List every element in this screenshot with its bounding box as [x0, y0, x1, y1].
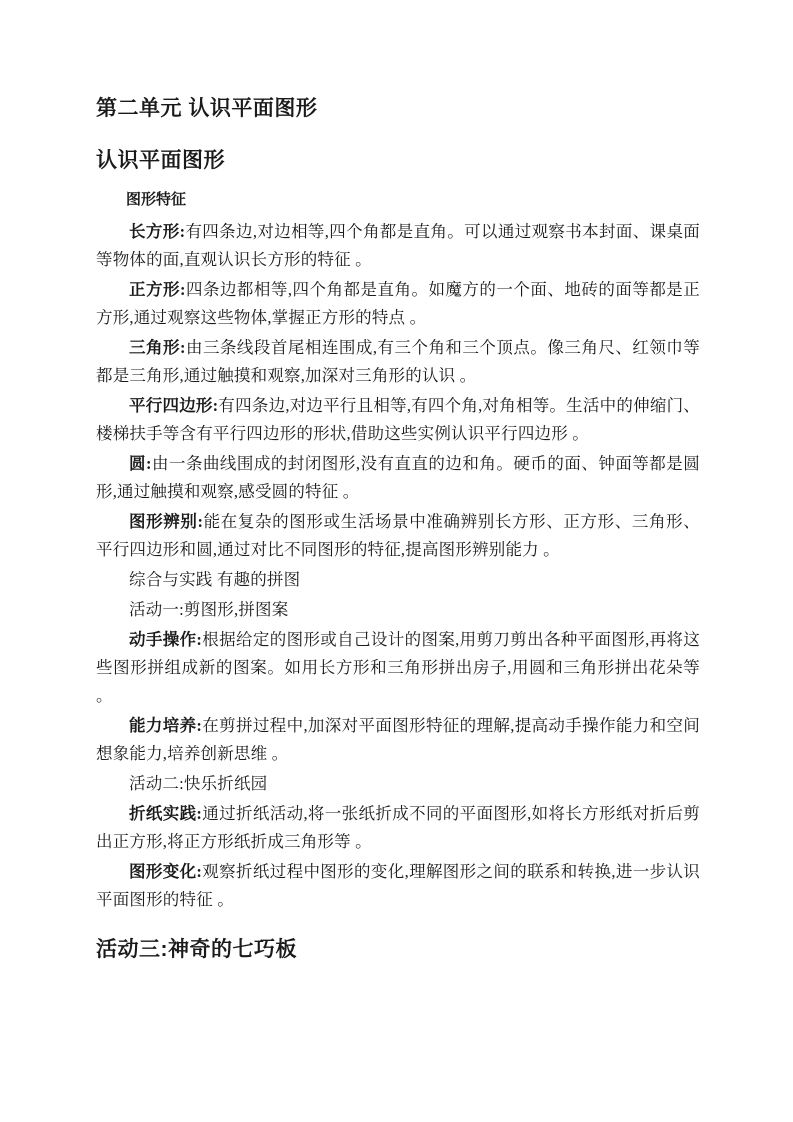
para-ability-building-text: 在剪拼过程中,加深对平面图形特征的理解,提高动手操作能力和空间想象能力,培养创新思维 。 [96, 716, 701, 763]
para-shape-change-text: 观察折纸过程中图形的变化,理解图形之间的联系和转换,进一步认识平面图形的特征 。 [96, 862, 701, 909]
para-paper-folding-lead: 折纸实践: [129, 804, 203, 823]
line-activity-2 [96, 770, 700, 798]
para-hands-on [96, 626, 700, 710]
line-activity-1 [96, 596, 700, 624]
body-text [96, 218, 700, 914]
para-shape-discrimination [96, 508, 700, 564]
para-hands-on-text: 根据给定的图形或自己设计的图案,用剪刀剪出各种平面图形,再将这些图形拼组成新的图案。如用长方形和三角形拼出房子,用圆和三角形拼出花朵等 。 [96, 630, 701, 705]
para-circle-text: 由一条曲线围成的封闭图形,没有直直的边和角。硬币的面、钟面等都是圆形,通过触摸和观察,感受圆的特征 。 [96, 454, 700, 501]
subsection-heading-shape-features: 图形特征 [126, 191, 187, 208]
para-shape-change [96, 858, 700, 914]
section-title: 认识平面图形 [96, 149, 225, 172]
para-triangle-text: 由三条线段首尾相连围成,有三个角和三个顶点。像三角尺、红领巾等都是三角形,通过触摸和观察,加深对三角形的认识 。 [96, 338, 701, 385]
para-rectangle-text: 有四条边,对边相等,四个角都是直角。可以通过观察书本封面、课桌面等物体的面,直观认识长方形的特征 。 [96, 222, 701, 269]
para-square-lead: 正方形: [129, 280, 186, 299]
para-rectangle [96, 218, 700, 274]
para-rectangle-lead: 长方形: [129, 222, 186, 241]
para-paper-folding-text: 通过折纸活动,将一张纸折成不同的平面图形,如将长方形纸对折后剪出正方形,将正方形纸折成三角形等 。 [96, 804, 701, 851]
line-comprehensive-practice [96, 566, 700, 594]
para-square [96, 276, 700, 332]
para-hands-on-lead: 动手操作: [129, 630, 203, 649]
heading-activity-3: 活动三:神奇的七巧板 [96, 938, 297, 961]
unit-title: 第二单元 认识平面图形 [96, 97, 318, 120]
para-circle [96, 450, 700, 506]
line-comprehensive-practice-text: 综合与实践 有趣的拼图 [129, 570, 301, 589]
para-circle-lead: 圆: [129, 454, 152, 473]
para-parallelogram-lead: 平行四边形: [129, 396, 219, 415]
line-activity-2-text: 活动二:快乐折纸园 [129, 774, 268, 793]
para-shape-change-lead: 图形变化: [129, 862, 203, 881]
para-ability-building-lead: 能力培养: [129, 716, 203, 735]
para-shape-discrimination-lead: 图形辨别: [129, 512, 204, 531]
para-shape-discrimination-text: 能在复杂的图形或生活场景中准确辨别长方形、正方形、三角形、平行四边形和圆,通过对比不同图形的特征,提高图形辨别能力 。 [96, 512, 700, 559]
para-ability-building [96, 712, 700, 768]
para-triangle [96, 334, 700, 390]
para-square-text: 四条边都相等,四个角都是直角。如魔方的一个面、地砖的面等都是正方形,通过观察这些物体,掌握正方形的特点 。 [96, 280, 701, 327]
para-parallelogram-text: 有四条边,对边平行且相等,有四个角,对角相等。生活中的伸缩门、楼梯扶手等含有平行四边形的形状,借助这些实例认识平行四边形 。 [96, 396, 700, 443]
para-paper-folding [96, 800, 700, 856]
para-triangle-lead: 三角形: [129, 338, 186, 357]
para-parallelogram [96, 392, 700, 448]
line-activity-1-text: 活动一:剪图形,拼图案 [129, 600, 289, 619]
